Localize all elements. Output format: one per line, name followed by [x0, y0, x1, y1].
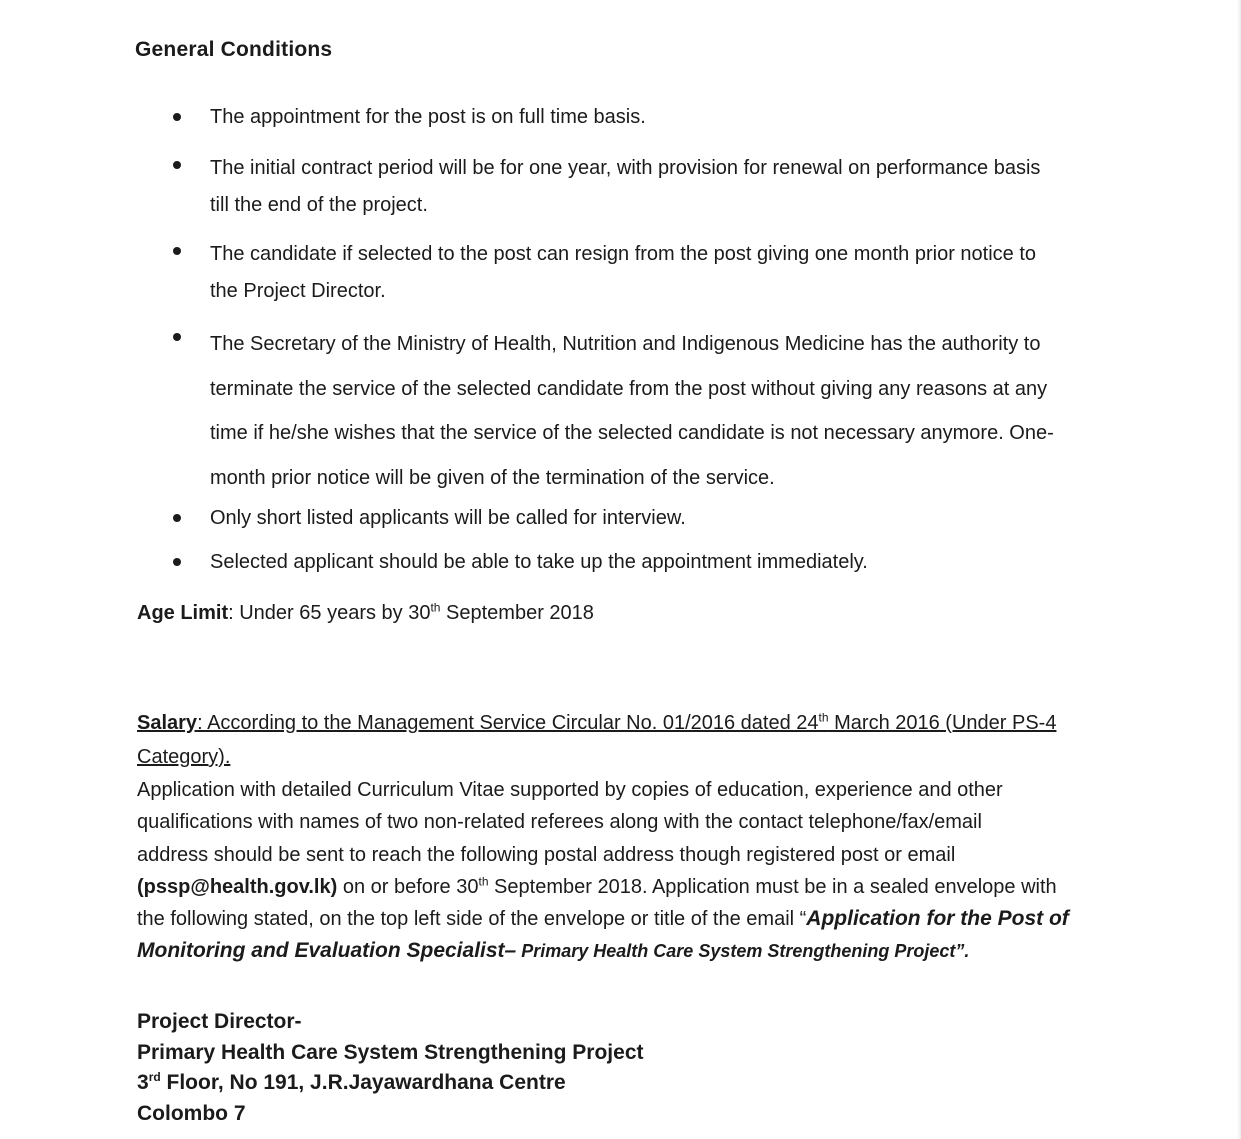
condition-text: till the end of the project.	[210, 194, 428, 216]
application-text: the following stated, on the top left side of the envelope or title of the email “	[137, 908, 807, 931]
address-line	[137, 1068, 644, 1099]
condition-item	[210, 236, 1108, 310]
salary-text: : According to the Management Service Circular No. 01/2016 dated 24	[197, 712, 819, 734]
condition-text: Only short listed applicants will be called for interview.	[210, 507, 686, 529]
condition-item	[210, 503, 1108, 533]
salary-date: March 2016 (Under PS-4 Category).	[137, 712, 1057, 768]
condition-text: month prior notice will be given of the termination of the service.	[210, 466, 775, 489]
address-text: 3	[137, 1071, 149, 1095]
application-email: (pssp@health.gov.lk)	[137, 875, 338, 898]
salary-label: Salary	[137, 712, 198, 734]
address-sup: rd	[148, 1070, 161, 1085]
salary-sup: th	[818, 710, 829, 725]
condition-item	[210, 102, 1108, 132]
address-text: Floor, No 191, J.R.Jayawardhana Centre	[160, 1071, 566, 1095]
application-line: address should be sent to reach the following postal address though registered post or email	[137, 843, 956, 866]
application-sup: th	[478, 874, 489, 889]
condition-item	[210, 322, 1108, 500]
application-instructions	[137, 774, 1109, 968]
condition-text: The appointment for the post is on full time basis.	[210, 106, 646, 128]
address-line: Primary Health Care System Strengthening Project	[137, 1040, 644, 1064]
postal-address	[137, 1007, 644, 1130]
condition-text: The Secretary of the Ministry of Health, Nutrition and Indigenous Medicine has the authority to	[210, 333, 1041, 355]
condition-text: Selected applicant should be able to take up the appointment immediately.	[210, 551, 868, 573]
age-limit-label: Age Limit	[137, 602, 229, 624]
condition-text: time if he/she wishes that the service of the selected candidate is not necessary anymore. One-	[210, 422, 1054, 445]
condition-item	[210, 150, 1108, 224]
section-heading: General Conditions	[135, 38, 333, 61]
address-line: Project Director-	[137, 1010, 302, 1033]
application-project: Primary Health Care System Strengthening Project”.	[516, 941, 970, 962]
application-line: qualifications with names of two non-related referees along with the contact telephone/fax/email	[137, 811, 982, 834]
application-line	[137, 871, 1109, 903]
condition-text: terminate the service of the selected candidate from the post without giving any reasons at any	[210, 377, 1048, 400]
condition-text: the Project Director.	[210, 280, 386, 302]
application-title: Application for the Post of Monitoring and Evaluation Specialist–	[137, 907, 1069, 963]
salary-info	[137, 706, 1109, 774]
application-line: Application with detailed Curriculum Vitae supported by copies of education, experience and other	[137, 779, 1003, 801]
scan-edge	[1237, 0, 1241, 1139]
age-limit-date: September 2018	[440, 602, 594, 624]
condition-item	[210, 547, 1108, 577]
application-text: on or before 30	[337, 875, 479, 898]
application-line	[137, 903, 1109, 968]
age-limit-sup: th	[430, 600, 441, 615]
address-line: Colombo 7	[137, 1102, 246, 1126]
age-limit	[137, 602, 594, 625]
age-limit-text: : Under 65 years by 30	[228, 602, 431, 624]
condition-text: The candidate if selected to the post can resign from the post giving one month prior notice to	[210, 243, 1037, 265]
condition-text: The initial contract period will be for one year, with provision for renewal on performance basis	[210, 157, 1041, 179]
application-text: September 2018. Application must be in a sealed envelope with	[488, 875, 1057, 898]
